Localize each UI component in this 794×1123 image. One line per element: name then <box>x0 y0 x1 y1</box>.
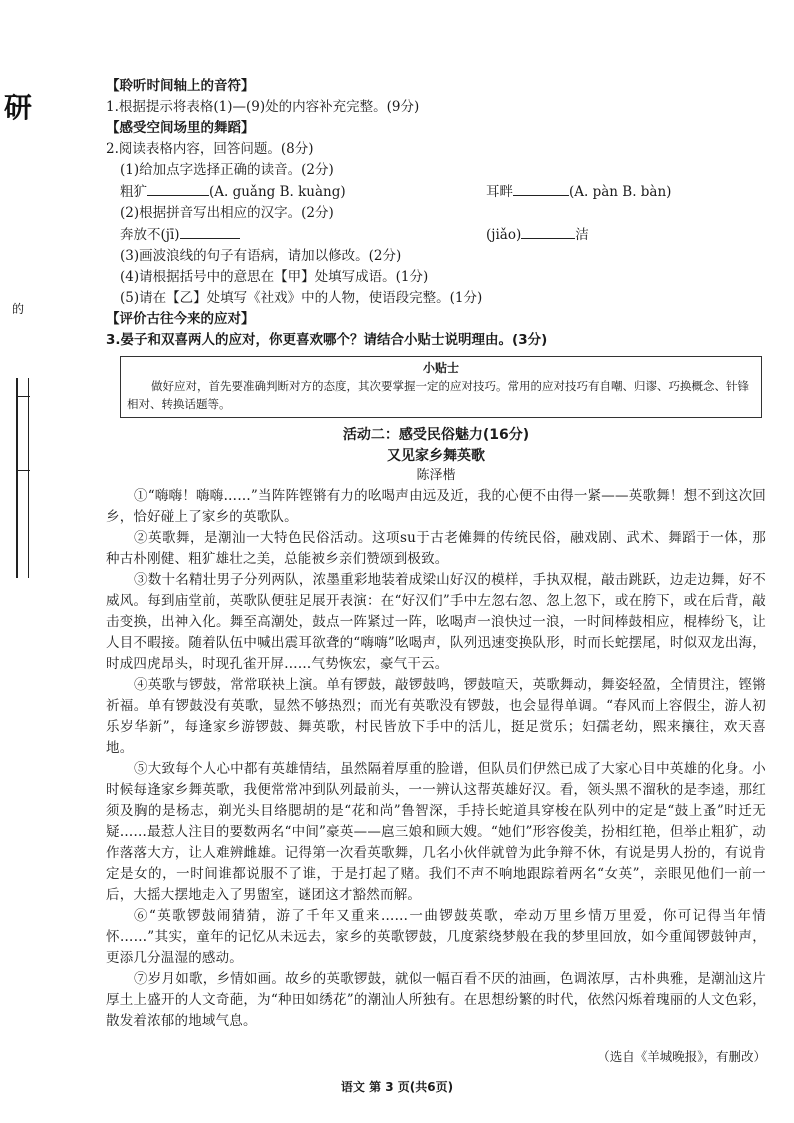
answer-blank[interactable] <box>513 181 569 196</box>
pronunciation-row <box>106 181 766 203</box>
article-paragraph: ⑦岁月如歌，乡情如画。故乡的英歌锣鼓，就似一幅百看不厌的油画，色调浓厚，古朴典雅，是潮汕这片厚土上盛开的人文奇葩，为“种田如绣花”的潮汕人所独有。在思想纷繁的时代，依然闪烁着瑰丽的人文色彩，散发着浓郁的地域气息。 <box>106 971 766 1029</box>
tips-box <box>120 356 762 418</box>
margin-character-top: 研 <box>4 91 33 124</box>
article-paragraph: ⑤大致每个人心中都有英雄情结，虽然隔着厚重的脸谱，但队员们伊然已成了大家心目中英雄的化身。小时候每逢家乡舞英歌，我便常常冲到队列最前头，一一辨认这帮英雄好汉。看，领头黑不溜秋的是李逵，那红须及胸的是杨志，剃光头目络腮胡的是“花和尚”鲁智深，手持长蛇道具穿梭在队列中的定是“鼓上蚤”时迁无疑……最惹人注目的要数两名“中间”豪英——扈三娘和顾大嫂。“她们”形容俊美，扮相红艳，但举止粗犷，动作落落大方，让人难辨雌雄。记得第一次看英歌舞，几名小伙伴就曾为此争辩不休，有说是男人扮的，有说肯定是女的，一时间谁都说服不了谁，于是打起了赌。我们不声不响地跟踪着两名“女英”，亲眼见他们一前一后，大摇大摆地走入了男盥室，谜团这才豁然而解。 <box>106 761 766 903</box>
page-footer: 语文 第 3 页(共6页) <box>340 1080 454 1094</box>
article-paragraph: ⑥“英歌锣鼓闹猜猜，游了千年又重来……一曲锣鼓英歌，牵动万里乡情万里爱，你可记得当年情怀……”其实，童年的记忆从未远去，家乡的英歌锣鼓，几度萦绕梦般在我的梦里回放，如今重闻锣鼓钟声，更添几分温湿的感动。 <box>106 908 766 966</box>
question-3: 3.晏子和双喜两人的应对，你更喜欢哪个？请结合小贴士说明理由。(3分) <box>106 332 548 348</box>
section-heading: 【评价古往今来的应对】 <box>106 311 255 327</box>
subquestion-2: (2)根据拼音写出相应的汉字。(2分) <box>120 205 334 221</box>
article-paragraph: ①“嗨嗨！嗨嗨……”当阵阵铿锵有力的吆喝声由远及近，我的心便不由得一紧——英歌舞！想不到这次回乡，恰好碰上了家乡的英歌队。 <box>106 488 766 525</box>
tips-title: 小贴士 <box>422 361 459 375</box>
article-source: （选自《羊城晚报》，有删改） <box>597 1049 766 1064</box>
question-2: 2.阅读表格内容，回答问题。(8分) <box>106 141 314 157</box>
subquestion-5: (5)请在【乙】处填写《社戏》中的人物，使语段完整。(1分) <box>120 290 483 306</box>
pinyin-row <box>106 224 766 246</box>
tips-text: 做好应对，首先要准确判断对方的态度，其次要掌握一定的应对技巧。常用的应对技巧有自嘲、归谬、巧换概念、针锋相对、转换话题等。 <box>127 379 749 411</box>
article-paragraph: ③数十名精壮男子分列两队，浓墨重彩地装着成梁山好汉的模样，手执双棍，敲击跳跃，边走边舞，好不威风。每到庙堂前，英歌队便驻足展开表演：在“好汉们”手中左忽右忽、忽上忽下，或在胯下，或在后背，敲击变换，出神入化。舞至高潮处，鼓点一阵紧过一阵，吆喝声一浪快过一浪，一时间棒鼓相应，棍棒纷飞，让人目不暇接。随着队伍中喊出震耳欲聋的“嗨嗨”吆喝声，队列迅速变换队形，时而长蛇摆尾，时似双龙出海，时成四虎昂头，时现孔雀开屏……气势恢宏，豪气干云。 <box>106 572 766 672</box>
margin-rule <box>16 396 30 397</box>
question-1: 1.根据提示将表格(1)—(9)处的内容补充完整。(9分) <box>106 99 420 115</box>
pinyin-jiao: (jiǎo) <box>486 227 522 243</box>
margin-rule <box>16 470 30 471</box>
margin-rule <box>16 378 18 578</box>
activity-title: 活动二：感受民俗魅力(16分) <box>342 427 530 443</box>
article-paragraph: ②英歌舞，是潮汕一大特色民俗活动。这项su于古老傩舞的传统民俗，融戏剧、武术、舞蹈于一体，那种古朴刚健、粗犷雄壮之美，总能被乡亲们赞颂到极致。 <box>106 530 766 567</box>
article-title: 又见家乡舞英歌 <box>387 448 485 464</box>
article-author: 陈泽楷 <box>416 468 456 483</box>
section-heading: 【感受空间场里的舞蹈】 <box>106 120 255 136</box>
answer-blank[interactable] <box>521 224 575 239</box>
subquestion-3: (3)画波浪线的句子有语病，请加以修改。(2分) <box>120 248 402 264</box>
word-erpan: 耳畔 <box>486 184 513 200</box>
subquestion-4: (4)请根据括号中的意思在【甲】处填写成语。(1分) <box>120 269 429 285</box>
page-content <box>106 76 766 1067</box>
article-paragraph: ④英歌与锣鼓，常常联袂上演。单有锣鼓，敲锣鼓鸣，锣鼓喧天，英歌舞动，舞姿轻盈，全情贯注，铿锵祈福。单有锣鼓没有英歌，显然不够热烈；而光有英歌没有锣鼓，也会显得单调。“春风而上容假尘，游人初乐岁华新”，每逢家乡游锣鼓、舞英歌，村民皆放下手中的活儿，挺足赏乐；妇孺老幼，熙来攘往，欢天喜地。 <box>106 677 766 756</box>
options-erpan: (A. pàn B. bàn) <box>569 184 672 200</box>
margin-character-middle: 的 <box>12 302 25 316</box>
answer-blank[interactable] <box>180 224 240 239</box>
section-heading: 【聆听时间轴上的音符】 <box>106 78 255 94</box>
char-jie: 洁 <box>575 227 589 243</box>
options-cuguang: (A. guǎng B. kuàng) <box>209 184 346 200</box>
word-cuguang: 粗犷 <box>120 184 147 200</box>
margin-rule <box>28 378 29 578</box>
subquestion-1: (1)给加点字选择正确的读音。(2分) <box>120 162 334 178</box>
word-benfangbuji: 奔放不(jī) <box>120 227 180 243</box>
answer-blank[interactable] <box>147 181 209 196</box>
